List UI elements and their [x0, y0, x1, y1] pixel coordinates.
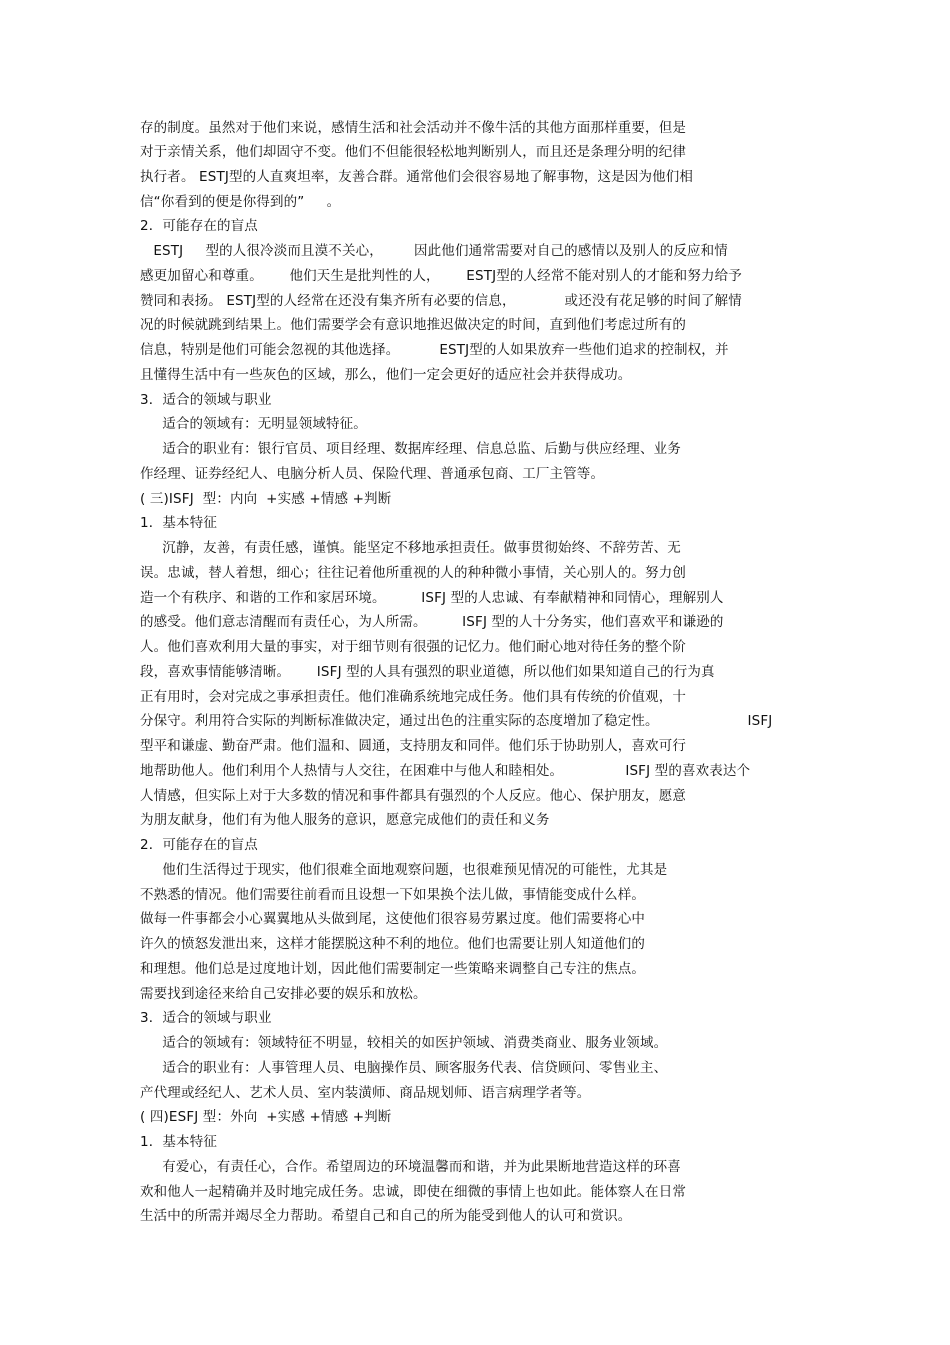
type-heading: ( 三)ISFJ 型：内向 +实感 +情感 +判断	[140, 491, 392, 507]
text-line: ESTJ 型的人很冷淡而且漠不关心， 因此他们通常需要对自己的感情以及别人的反应和情	[140, 243, 728, 259]
text-line: 沉静，友善，有责任感，谨慎。能坚定不移地承担责任。做事贯彻始终、不辞劳苦、无	[140, 540, 681, 556]
text-line: 适合的职业有：银行官员、项目经理、数据库经理、信息总监、后勤与供应经理、业务	[140, 441, 681, 457]
text-line: 适合的领域有：无明显领域特征。	[140, 416, 367, 432]
text-line: 有爱心，有责任心，合作。希望周边的环境温馨而和谐，并为此果断地营造这样的环喜	[140, 1159, 681, 1175]
text-line: 为朋友献身，他们有为他人服务的意识，愿意完成他们的责任和义务	[140, 812, 550, 828]
text-line: 正有用时，会对完成之事承担责任。他们准确系统地完成任务。他们具有传统的价值观，十	[140, 689, 686, 705]
text-line: 误。忠诚，替人着想，细心；往往记着他所重视的人的种种微小事情，关心别人的。努力创	[140, 565, 686, 581]
section-heading: 3．适合的领域与职业	[140, 392, 272, 408]
text-line: 段，喜欢事情能够清晰。 ISFJ 型的人具有强烈的职业道德，所以他们如果知道自己的行为真	[140, 664, 715, 680]
text-line: 且懂得生活中有一些灰色的区域，那么，他们一定会更好的适应社会并获得成功。	[140, 367, 632, 383]
text-line: 适合的职业有：人事管理人员、电脑操作员、顾客服务代表、信贷顾问、零售业主、	[140, 1060, 668, 1076]
text-line: 适合的领域有：领域特征不明显，较相关的如医护领域、消费类商业、服务业领域。	[140, 1035, 668, 1051]
text-line: 况的时候就跳到结果上。他们需要学会有意识地推迟做决定的时间，直到他们考虑过所有的	[140, 317, 686, 333]
section-heading: 1．基本特征	[140, 515, 217, 531]
text-line: 人情感，但实际上对于大多数的情况和事件都具有强烈的个人反应。他心、保护朋友，愿意	[140, 788, 686, 804]
text-line: 做每一件事都会小心翼翼地从头做到尾，这使他们很容易劳累过度。他们需要将心中	[140, 911, 646, 927]
text-line: 产代理或经纪人、艺术人员、室内装潢师、商品规划师、语言病理学者等。	[140, 1085, 591, 1101]
text-line: 感更加留心和尊重。 他们天生是批判性的人， ESTJ型的人经常不能对别人的才能和努力给予	[140, 268, 742, 284]
text-line: 人。他们喜欢利用大量的事实，对于细节则有很强的记忆力。他们耐心地对待任务的整个阶	[140, 639, 686, 655]
text-line: 存的制度。虽然对于他们来说，感情生活和社会活动并不像牛活的其他方面那样重要，但是	[140, 120, 686, 136]
section-heading: 2．可能存在的盲点	[140, 837, 258, 853]
section-heading: 2．可能存在的盲点	[140, 218, 258, 234]
text-line: 执行者。 ESTJ型的人直爽坦率，友善合群。通常他们会很容易地了解事物，这是因为他们相	[140, 169, 694, 185]
text-line: 信“你看到的便是你得到的” 。	[140, 194, 341, 210]
text-line: 和理想。他们总是过度地计划，因此他们需要制定一些策略来调整自己专注的焦点。	[140, 961, 646, 977]
text-line: 许久的愤怒发泄出来，这样才能摆脱这种不利的地位。他们也需要让别人知道他们的	[140, 936, 646, 952]
text-line: 分保守。利用符合实际的判断标准做决定，通过出色的注重实际的态度增加了稳定性。 ISFJ	[140, 713, 773, 729]
text-line: 生活中的所需并竭尽全力帮助。希望自己和自己的所为能受到他人的认可和赏识。	[140, 1208, 632, 1224]
text-line: 型平和谦虚、勤奋严肃。他们温和、圆通，支持朋友和同伴。他们乐于协助别人，喜欢可行	[140, 738, 686, 754]
type-heading: ( 四)ESFJ 型：外向 +实感 +情感 +判断	[140, 1109, 392, 1125]
text-line: 需要找到途径来给自己安排必要的娱乐和放松。	[140, 986, 427, 1002]
text-line: 的感受。他们意志清醒而有责任心，为人所需。 ISFJ 型的人十分务实，他们喜欢平和谦逊的	[140, 614, 724, 630]
text-line: 作经理、证券经纪人、电脑分析人员、保险代理、普通承包商、工厂主管等。	[140, 466, 605, 482]
text-line: 对于亲情关系，他们却固守不变。他们不但能很轻松地判断别人，而且还是条理分明的纪律	[140, 144, 686, 160]
text-line: 地帮助他人。他们利用个人热情与人交往，在困难中与他人和睦相处。 ISFJ 型的喜欢表达个	[140, 763, 751, 779]
text-line: 他们生活得过于现实，他们很难全面地观察问题，也很难预见情况的可能性，尤其是	[140, 862, 668, 878]
section-heading: 3．适合的领域与职业	[140, 1010, 272, 1026]
text-line: 造一个有秩序、和谐的工作和家居环境。 ISFJ 型的人忠诚、有奉献精神和同情心，理解别人	[140, 590, 724, 606]
text-line: 赞同和表扬。 ESTJ型的人经常在还没有集齐所有必要的信息， 或还没有花足够的时间了解情	[140, 293, 742, 309]
text-line: 不熟悉的情况。他们需要往前看而且设想一下如果换个法儿做，事情能变成什么样。	[140, 887, 646, 903]
section-heading: 1．基本特征	[140, 1134, 217, 1150]
text-line: 欢和他人一起精确并及时地完成任务。忠诚，即使在细微的事情上也如此。能体察人在日常	[140, 1184, 686, 1200]
text-line: 信息，特别是他们可能会忽视的其他选择。 ESTJ型的人如果放弃一些他们追求的控制权，并	[140, 342, 729, 358]
